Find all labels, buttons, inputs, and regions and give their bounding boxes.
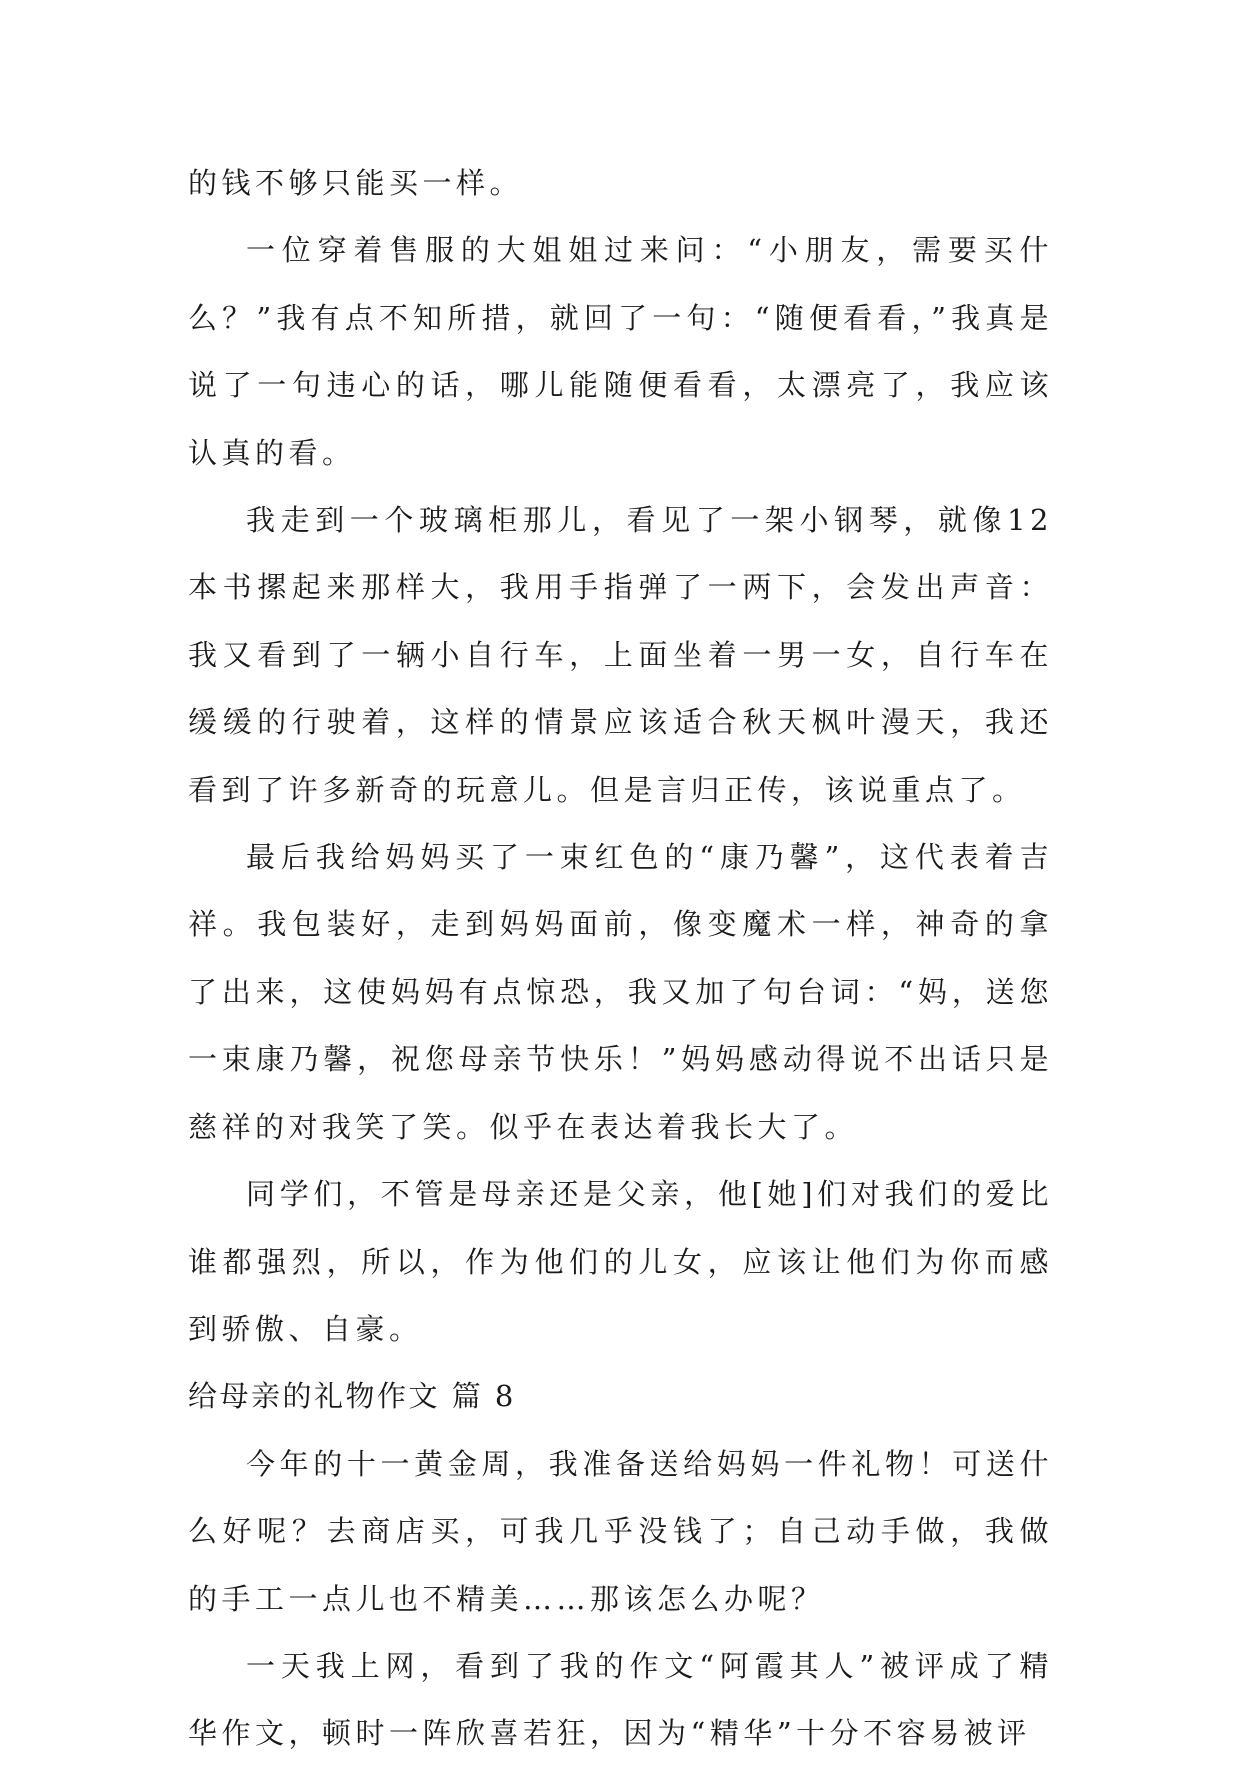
document-body bbox=[188, 150, 1053, 1768]
paragraph: 我走到一个玻璃柜那儿，看见了一架小钢琴，就像12本书摞起来那样大，我用手指弹了一两下，会发出声音：我又看到了一辆小自行车，上面坐着一男一女，自行车在缓缓的行驶着，这样的情景应该适合秋天枫叶漫天，我还看到了许多新奇的玩意儿。但是言归正传，该说重点了。 bbox=[188, 503, 1053, 807]
paragraph: 一位穿着售服的大姐姐过来问：“小朋友，需要买什么？”我有点不知所措，就回了一句：“随便看看，”我真是说了一句违心的话，哪儿能随便看看，太漂亮了，我应该认真的看。 bbox=[188, 233, 1053, 470]
paragraph-continuation: 的钱不够只能买一样。 bbox=[188, 166, 524, 200]
paragraph: 最后我给妈妈买了一束红色的“康乃馨”，这代表着吉祥。我包装好，走到妈妈面前，像变魔术一样，神奇的拿了出来，这使妈妈有点惊恐，我又加了句台词：“妈，送您一束康乃馨，祝您母亲节快乐！”妈妈感动得说不出话只是慈祥的对我笑了笑。似乎在表达着我长大了。 bbox=[188, 840, 1053, 1144]
paragraph: 一天我上网，看到了我的作文“阿霞其人”被评成了精华作文，顿时一阵欣喜若狂，因为“精华”十分不容易被评 bbox=[188, 1648, 1053, 1751]
paragraph: 今年的十一黄金周，我准备送给妈妈一件礼物！可送什么好呢？去商店买，可我几乎没钱了；自己动手做，我做的手工一点儿也不精美……那该怎么办呢？ bbox=[188, 1446, 1053, 1616]
section-heading: 给母亲的礼物作文 篇 8 bbox=[188, 1379, 516, 1414]
paragraph: 同学们，不管是母亲还是父亲，他[她]们对我们的爱比谁都强烈，所以，作为他们的儿女，应该让他们为你而感到骄傲、自豪。 bbox=[188, 1177, 1053, 1346]
